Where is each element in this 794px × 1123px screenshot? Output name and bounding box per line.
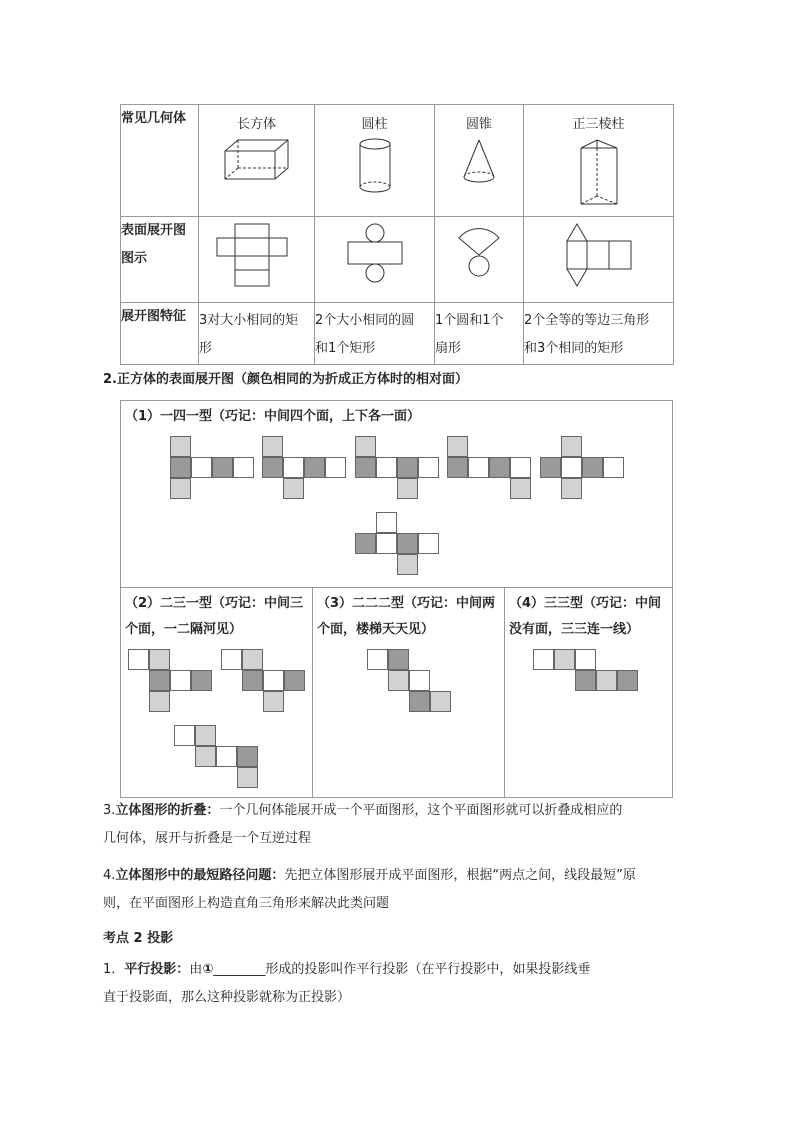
net-square: [533, 649, 554, 670]
row-header-line: 图示: [121, 251, 148, 266]
cuboid-figure: [224, 138, 290, 182]
type4-label: [509, 591, 661, 643]
cell-cylinder: [315, 105, 435, 217]
cylinder-net-figure: [347, 223, 403, 285]
net-square: [221, 649, 242, 670]
net-square: [195, 725, 216, 746]
net-square: [489, 457, 510, 478]
cell-text: 1个圆和1个: [435, 313, 504, 328]
cell-text: 扇形: [435, 341, 462, 356]
net-square: [174, 725, 195, 746]
section-number: 4.: [103, 868, 116, 883]
net-square: [376, 533, 397, 554]
net-square: [237, 767, 258, 788]
cone-net-figure: [455, 225, 503, 281]
net-square: [367, 649, 388, 670]
label-line: 个面，一二隔河见）: [125, 622, 243, 637]
circled-number: ①: [202, 962, 214, 977]
net-square: [376, 457, 397, 478]
cell-label: 长方体: [236, 117, 276, 132]
net-square: [510, 478, 531, 499]
net-square: [540, 457, 561, 478]
cube-nets-box: [120, 400, 673, 798]
cell-label: 圆柱: [361, 117, 388, 132]
net-square: [170, 670, 191, 691]
net-square: [212, 457, 233, 478]
divider: [121, 587, 672, 588]
net-square: [355, 457, 376, 478]
cell-cuboid: [199, 105, 315, 217]
net-square: [355, 436, 376, 457]
type3-label: [317, 591, 495, 643]
net-square: [388, 670, 409, 691]
net-square: [284, 670, 305, 691]
section-text: 则，在平面图形上构造直角三角形来解决此类问题: [103, 896, 390, 911]
net-square: [468, 457, 489, 478]
cylinder-net-cell: [315, 217, 435, 303]
label-line: 个面，楼梯天天见）: [317, 622, 435, 637]
section-text: 一个几何体能展开成一个平面图形，这个平面图形就可以折叠成相应的: [219, 803, 623, 818]
cone-figure: [461, 138, 497, 186]
cell-text: 2个大小相同的圆: [315, 313, 415, 328]
net-square: [582, 457, 603, 478]
net-square: [397, 457, 418, 478]
table-row: [121, 217, 674, 303]
cell-label: 圆锥: [465, 117, 492, 132]
row-header-line: 表面展开图: [121, 223, 187, 238]
net-square: [510, 457, 531, 478]
net-square: [355, 533, 376, 554]
net-square: [397, 554, 418, 575]
cell-label: 正三棱柱: [572, 117, 625, 132]
table-row: [121, 303, 674, 365]
section-heading: 2.正方体的表面展开图（颜色相同的为折成正方体时的相对面）: [103, 372, 468, 387]
type1-label: （1）一四一型（巧记：中间四个面，上下各一面）: [125, 409, 421, 424]
divider: [312, 587, 313, 797]
net-square: [283, 457, 304, 478]
prism-figure: [579, 138, 619, 210]
net-square: [397, 533, 418, 554]
label-line: （3）二二二型（巧记：中间两: [317, 596, 496, 611]
cuboid-net-figure: [216, 223, 298, 287]
type2-label: [125, 591, 303, 643]
geometry-table: [120, 104, 674, 365]
prism-net-cell: [524, 217, 674, 303]
net-square: [195, 746, 216, 767]
item-text: 形成的投影叫作平行投影（在平行投影中，如果投影线垂: [265, 962, 591, 977]
net-square: [561, 436, 582, 457]
kaodian-heading: 考点 2 投影: [103, 931, 174, 946]
row-header: 常见几何体: [121, 105, 199, 217]
net-square: [262, 457, 283, 478]
cell-cone: [435, 105, 524, 217]
net-square: [418, 533, 439, 554]
net-square: [191, 457, 212, 478]
net-square: [237, 746, 258, 767]
cell-text: 和1个矩形: [315, 341, 376, 356]
feature-cell: [435, 303, 524, 365]
label-line: 没有面，三三连一线）: [509, 622, 640, 637]
section3: [103, 797, 693, 853]
net-square: [388, 649, 409, 670]
item-text: 直于投影面，那么这种投影就称为正投影）: [103, 990, 351, 1005]
net-square: [430, 691, 451, 712]
cuboid-net-cell: [199, 217, 315, 303]
cell-prism: [524, 105, 674, 217]
net-square: [128, 649, 149, 670]
net-square: [376, 512, 397, 533]
feature-cell: [524, 303, 674, 365]
label-line: （2）二三一型（巧记：中间三: [125, 596, 304, 611]
net-square: [170, 436, 191, 457]
prism-net-figure: [566, 223, 632, 287]
net-square: [283, 478, 304, 499]
item-text: 由: [189, 962, 203, 977]
net-square: [561, 457, 582, 478]
net-square: [409, 670, 430, 691]
section-text: 先把立体图形展开成平面图形，根据“两点之间，线段最短”原: [284, 868, 636, 883]
net-square: [149, 649, 170, 670]
net-square: [170, 457, 191, 478]
net-square: [149, 691, 170, 712]
net-square: [596, 670, 617, 691]
net-square: [554, 649, 575, 670]
net-square: [242, 670, 263, 691]
cell-text: 形: [199, 341, 213, 356]
net-square: [263, 691, 284, 712]
item-number: 1．: [103, 962, 125, 977]
net-square: [409, 691, 430, 712]
cell-text: 2个全等的等边三角形: [524, 313, 650, 328]
section-number: 3.: [103, 803, 116, 818]
net-square: [447, 436, 468, 457]
net-square: [447, 457, 468, 478]
feature-cell: [315, 303, 435, 365]
section-title: 立体图形中的最短路径问题：: [115, 868, 285, 883]
section-text: 几何体，展开与折叠是一个互逆过程: [103, 831, 312, 846]
cell-text: 和3个相同的矩形: [524, 341, 624, 356]
label-line: （4）三三型（巧记：中间: [509, 596, 662, 611]
net-square: [216, 746, 237, 767]
row-header: [121, 217, 199, 303]
row-header: 展开图特征: [121, 303, 199, 365]
net-square: [170, 478, 191, 499]
section4: [103, 862, 693, 918]
net-square: [304, 457, 325, 478]
item-title: 平行投影：: [124, 962, 190, 977]
net-square: [603, 457, 624, 478]
section-title: 立体图形的折叠：: [115, 803, 220, 818]
table-row: [121, 105, 674, 217]
net-square: [575, 649, 596, 670]
net-square: [191, 670, 212, 691]
divider: [504, 587, 505, 797]
answer-blank[interactable]: ________: [213, 962, 266, 977]
net-square: [397, 478, 418, 499]
feature-cell: [199, 303, 315, 365]
cell-text: 3对大小相同的矩: [199, 313, 299, 328]
net-square: [325, 457, 346, 478]
cone-net-cell: [435, 217, 524, 303]
net-square: [418, 457, 439, 478]
parallel-projection: [103, 956, 693, 1012]
net-square: [263, 670, 284, 691]
net-square: [242, 649, 263, 670]
net-square: [233, 457, 254, 478]
net-square: [575, 670, 596, 691]
net-square: [262, 436, 283, 457]
net-square: [561, 478, 582, 499]
net-square: [617, 670, 638, 691]
net-square: [149, 670, 170, 691]
cylinder-figure: [357, 138, 393, 194]
